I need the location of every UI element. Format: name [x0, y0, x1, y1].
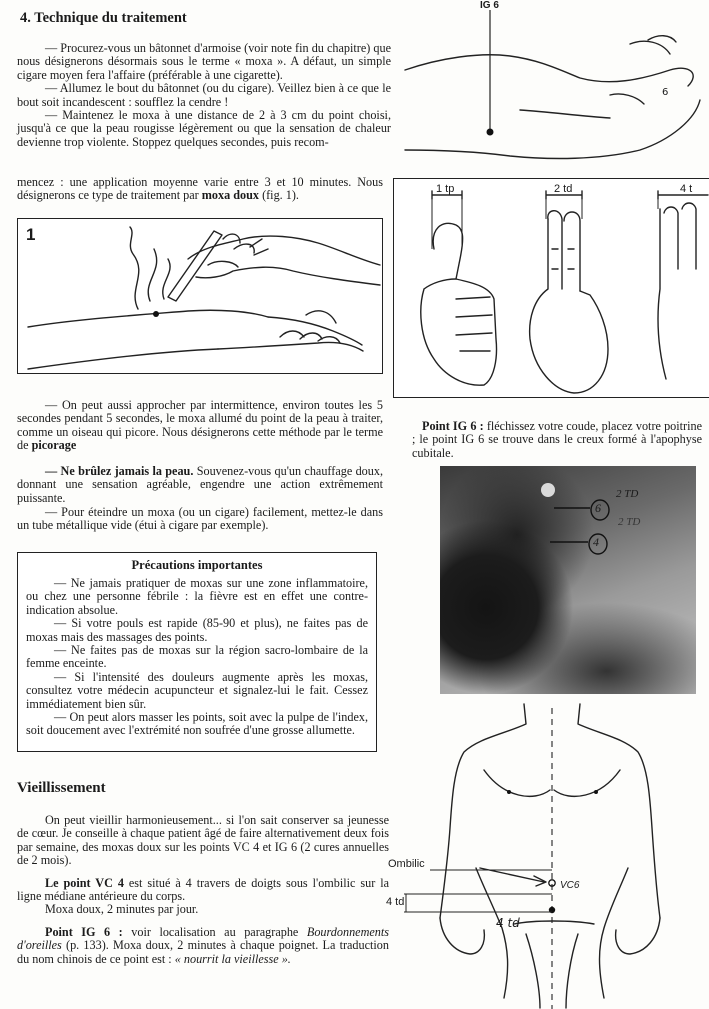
aging-ig6-italic: Bourdonnements d'oreilles: [17, 924, 390, 953]
torso-drawing: [384, 698, 709, 1009]
warning-paragraph: [17, 465, 383, 505]
torso-4td-label: 4 td: [386, 896, 405, 908]
aging-ig6-bold: Point IG 6 :: [45, 924, 123, 939]
torso-vc-label: VC6: [560, 880, 580, 891]
aging-ig6-text-a: voir localisation au paragraphe: [122, 924, 307, 939]
photo-annotation-overlay: [440, 466, 696, 694]
photo-note-1: 2 TD: [616, 488, 639, 500]
aging-vc4-text: est situé à 4 travers de doigts sous l'ombilic sur la ligne médiane antérieure du corps.: [17, 875, 389, 904]
precautions-box: [17, 552, 377, 752]
intro-paragraph-1: — Procurez-vous un bâtonnet d'armoise (voir note fin du chapitre) que nous désignerons désormais sous le terme « moxa ». A défaut, un simple cigare moyen fera l'affaire (préférable à une cigarette).: [17, 41, 391, 82]
elbow-photo: [440, 466, 696, 694]
photo-circle-label-2: 4: [593, 535, 599, 549]
figure-1-moxa-illustration: [17, 218, 383, 374]
continuation-paragraph: [17, 176, 383, 203]
precaution-item-4: — Si l'intensité des douleurs augmente après les moxas, consultez votre médecin acupuncteur et signalez-lui le fait. Cessez immédiatement bien sûr.: [26, 669, 368, 711]
wrist-mark: 6: [662, 87, 669, 98]
extinguish-text: — Pour éteindre un moxa (ou un cigare) facilement, mettez-le dans un tube métallique vide (étui à cigare par exemple).: [17, 505, 383, 533]
photo-circle-label-1: 6: [595, 501, 601, 515]
aging-vc4-dose: Moxa doux, 2 minutes par jour.: [45, 902, 199, 917]
precautions-title: Précautions importantes: [131, 558, 263, 572]
finger-label-4t: 4 t: [680, 183, 693, 195]
ig6-caption: [412, 420, 702, 460]
precaution-item-2: — Si votre pouls est rapide (85-90 et plus), ne faites pas de moxas mais des massages des points.: [26, 616, 368, 644]
intro-paragraph-2: — Allumez le bout du bâtonnet (ou du cigare). Veillez bien à ce que le bout soit incandescent : soufflez la cendre !: [17, 81, 391, 109]
extinguish-paragraph: [17, 506, 383, 533]
warning-bold: — Ne brûlez jamais la peau.: [45, 464, 194, 478]
section-title: 4. Technique du traitement: [20, 10, 187, 26]
wrist-ig6-label: IG 6: [480, 0, 499, 11]
picorage-text: — On peut aussi approcher par intermittence, environ toutes les 5 secondes pendant 5 secondes, le moxa allumé du point de la peau à traiter, comme un oiseau qui picore. Nous désignerons cette méthode par le terme de: [17, 398, 383, 453]
torso-hand-note: 4 td: [496, 916, 520, 930]
continuation-text: mencez : une application moyenne varie entre 3 et 10 minutes. Nous désignerons ce type de traitement par: [17, 175, 383, 203]
photo-note-2: 2 TD: [618, 516, 641, 528]
intro-paragraph-3: — Maintenez le moxa à une distance de 2 à 3 cm du point choisi, jusqu'à ce que la peau rougisse légèrement ou que la sensation de chaleur devienne trop violente. Stoppez quelques secondes, puis recom-: [17, 108, 391, 149]
precaution-item-1: — Ne jamais pratiquer de moxas sur une zone inflammatoire, ou chez une personne fébrile : la fièvre est en effet une contre-indication absolue.: [26, 576, 368, 617]
continuation-bold: moxa doux: [201, 188, 260, 203]
aging-ig6-text-b: (p. 133). Moxa doux, 2 minutes à chaque poignet. La traduction du nom chinois de ce point est :: [17, 938, 389, 966]
aging-title: Vieillissement: [17, 780, 106, 796]
continuation-tail: (fig. 1).: [259, 188, 299, 203]
ig6-caption-text: fléchissez votre coude, placez votre poitrine ; le point IG 6 se trouve dans le creux formé à l'apophyse cubitale.: [412, 419, 702, 460]
aging-block: [17, 814, 389, 966]
precaution-item-5: — On peut alors masser les points, soit avec la pulpe de l'index, soit doucement avec l'extrémité non soufrée d'une grosse allumette.: [26, 710, 368, 738]
aging-vc4-bold: Le point VC 4: [45, 875, 124, 890]
finger-label-1tp: 1 tp: [436, 183, 455, 195]
ig6-caption-bold: Point IG 6 :: [422, 419, 484, 433]
figure-1-number: 1: [26, 225, 36, 244]
precaution-item-3: — Ne faites pas de moxas sur la région sacro-lombaire de la femme enceinte.: [26, 643, 368, 671]
warning-text: Souvenez-vous qu'un chauffage doux, donnant une sensation agréable, engendre une action extrêmement puissante.: [17, 464, 383, 505]
finger-drawing: [394, 179, 708, 397]
finger-label-2td: 2 td: [554, 183, 573, 195]
aging-ig6-quote: « nourrit la vieillesse ».: [174, 951, 291, 966]
aging-paragraph-1: On peut vieillir harmonieusement... si l'on sait conserver sa jeunesse de cœur. Je conseille à chaque patient âgé de faire alternativement deux fois par semaine, des moxas doux sur les points VC 4 et IG 6 (2 cures annuelles de 2 mois).: [17, 813, 389, 868]
torso-ombilic-label: Ombilic: [388, 858, 425, 870]
torso-figure: [384, 698, 709, 1009]
wrist-figure: [400, 0, 709, 168]
picorage-bold: picorage: [31, 438, 77, 453]
picorage-paragraph: [17, 399, 383, 453]
intro-block: [17, 42, 391, 149]
finger-measure-figure: [393, 178, 709, 398]
moxa-hand-drawing: [18, 219, 382, 373]
wrist-drawing: [400, 0, 709, 168]
